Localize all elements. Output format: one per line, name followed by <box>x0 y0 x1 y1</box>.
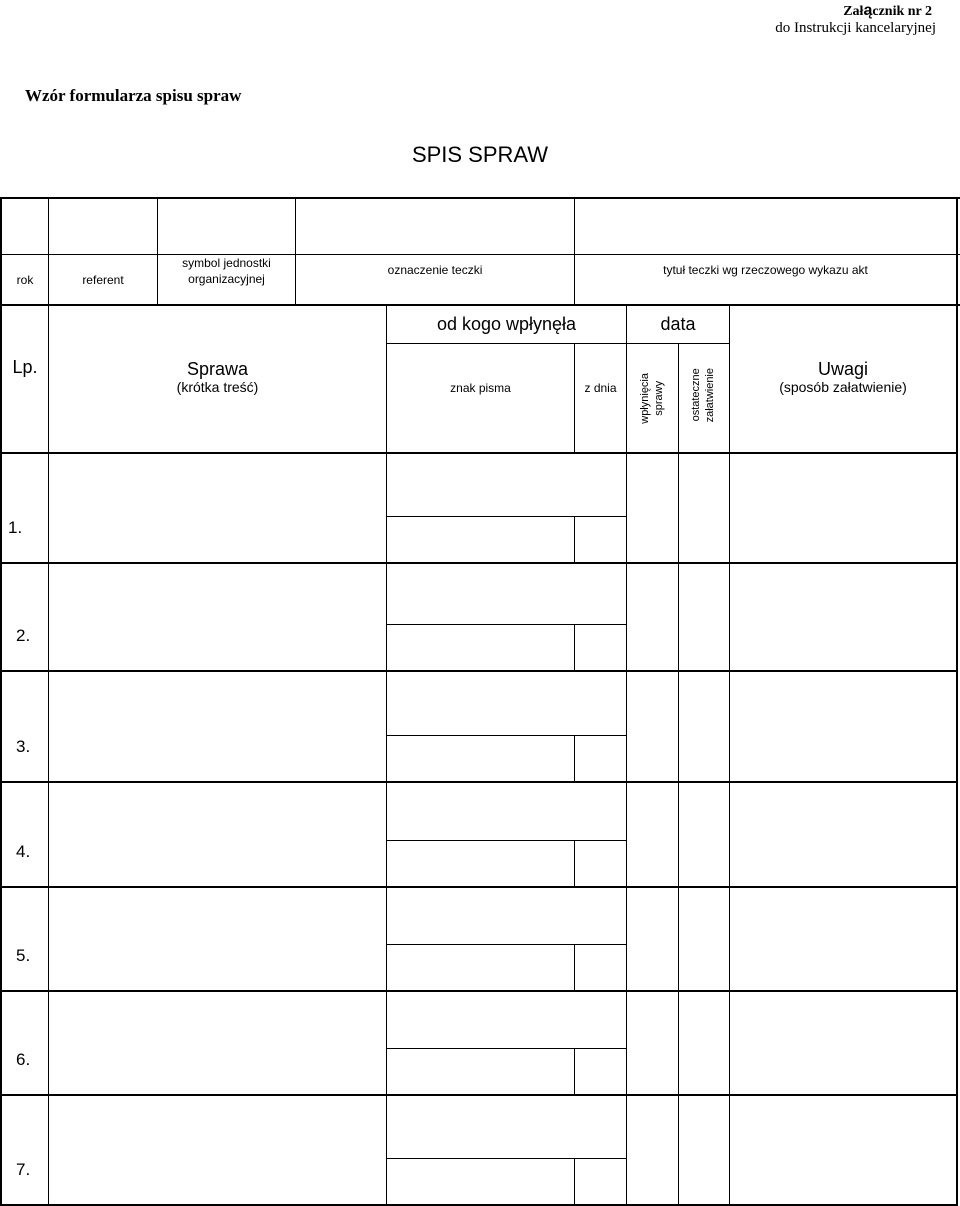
row-number-5: 5. <box>16 946 31 965</box>
lp-header: Lp. <box>12 356 38 377</box>
row-number-3: 3. <box>16 737 31 756</box>
page-title: SPIS SPRAW <box>411 142 549 167</box>
z-dnia-header: z dnia <box>584 381 617 395</box>
row-number-6: 6. <box>16 1050 31 1069</box>
symbol-jednostki-label: symbol jednostki organizacyjnej <box>182 255 271 286</box>
data-header: data <box>660 314 696 334</box>
row-number-4: 4. <box>16 842 31 861</box>
od-kogo-header: od kogo wpłynęła <box>436 314 577 334</box>
oznaczenie-teczki-label: oznaczenie teczki <box>387 263 483 277</box>
row-number-2: 2. <box>16 626 31 645</box>
rok-label: rok <box>16 272 34 287</box>
row-number-7: 7. <box>16 1160 31 1179</box>
sprawa-header: Sprawa (krótka treść) <box>176 358 259 396</box>
row-number-1: 1. <box>8 518 23 537</box>
form-title: Wzór formularza spisu spraw <box>25 86 242 105</box>
tytul-teczki-label: tytuł teczki wg rzeczowego wykazu akt <box>663 263 868 277</box>
annex-label: Załącznik nr 2 <box>843 2 932 19</box>
data-ostateczne-header: ostateczne załatwienie <box>690 367 716 423</box>
annex-subtitle: do Instrukcji kancelaryjnej <box>775 20 936 36</box>
znak-pisma-header: znak pisma <box>450 381 511 395</box>
referent-label: referent <box>82 272 124 287</box>
uwagi-header: Uwagi (sposób załatwienie) <box>779 358 907 396</box>
data-wplyniecia-header: wpłynięcia sprawy <box>638 372 665 424</box>
